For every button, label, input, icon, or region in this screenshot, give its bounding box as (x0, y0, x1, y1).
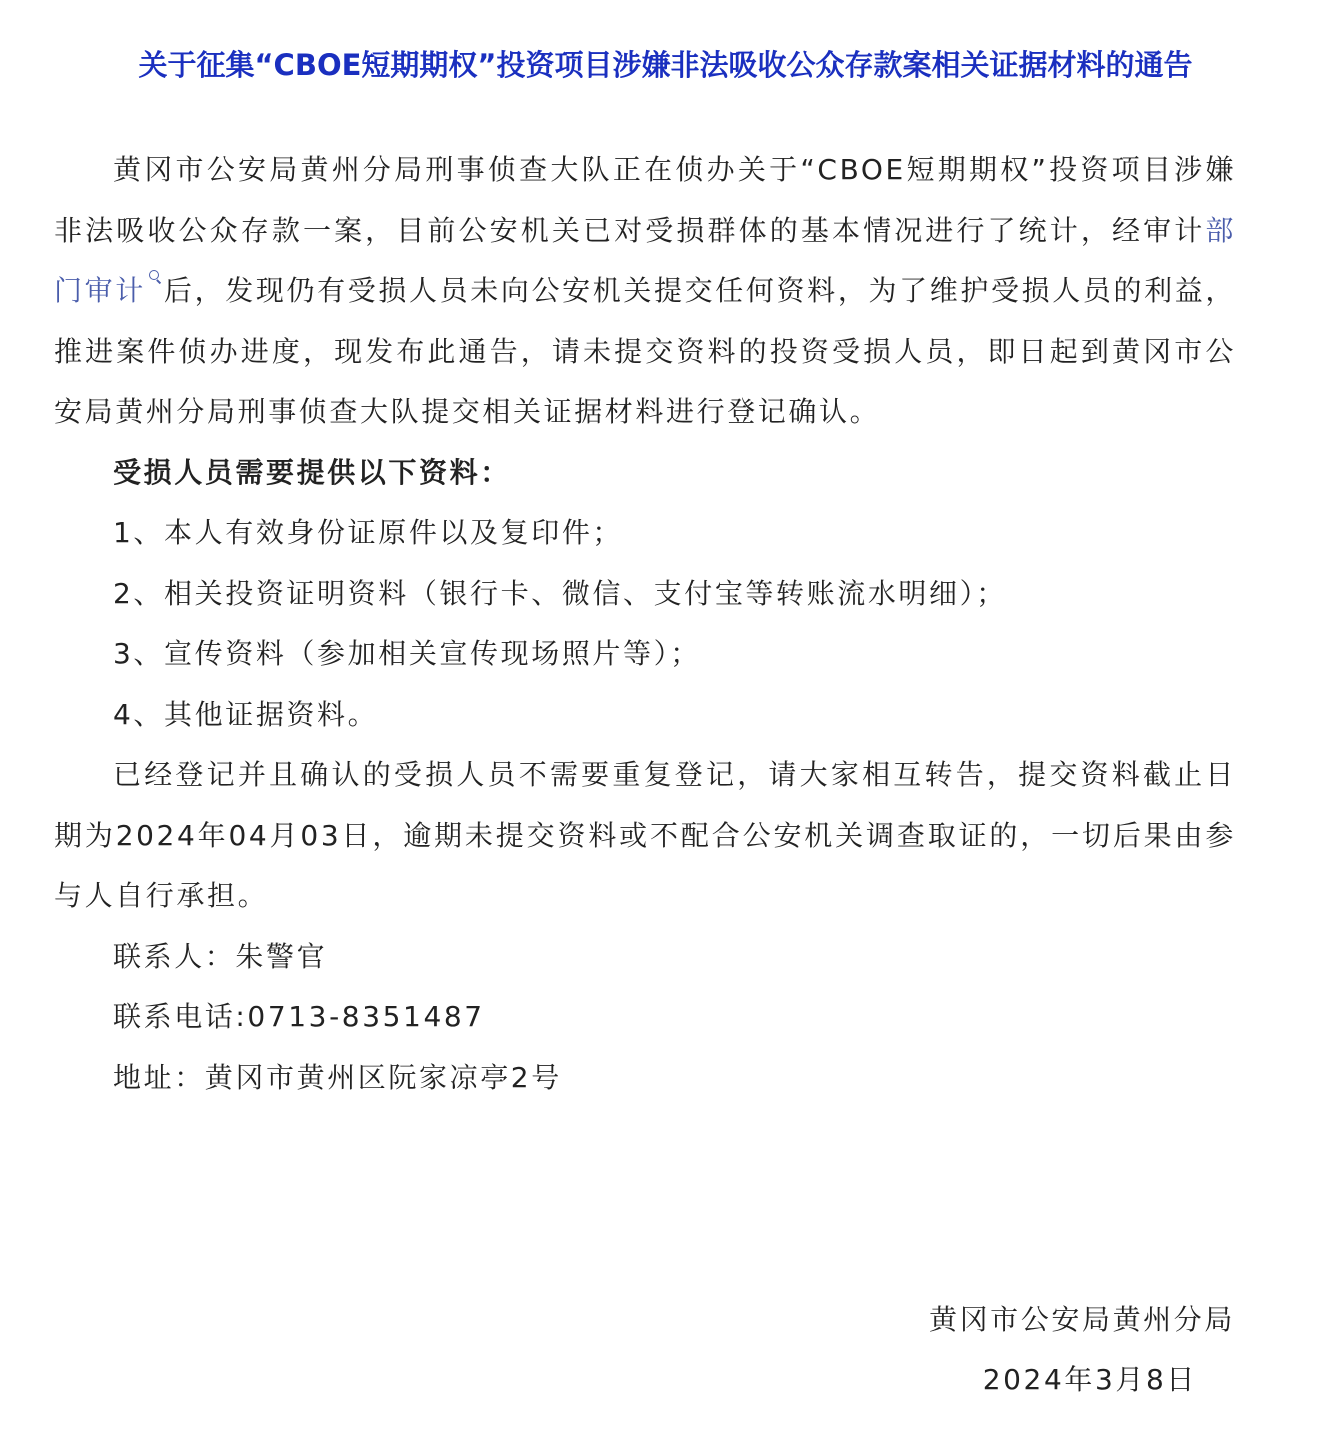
requirement-item-4: 4、其他证据资料。 (113, 697, 379, 731)
intro-paragraph (54, 140, 1236, 443)
contact-phone: 联系电话:0713-8351487 (113, 1000, 485, 1033)
contact-address: 地址：黄冈市黄州区阮家凉亭2号 (113, 1060, 562, 1094)
signature-block (929, 1290, 1235, 1410)
signature-date: 2024年3月8日 (982, 1363, 1197, 1396)
page-title: 关于征集“CBOE短期期权”投资项目涉嫌非法吸收公众存款案相关证据材料的通告 (138, 48, 1193, 82)
intro-text-after-link: 后，发现仍有受损人员未向公安机关提交任何资料，为了维护受损人员的利益，推进案件侦办进度，现发布此通告，请未提交资料的投资受损人员，即日起到黄冈市公安局黄州分局刑事侦查大队提交相关证据材料进行登记确认。 (54, 274, 1236, 428)
requirement-item-2: 2、相关投资证明资料（银行卡、微信、支付宝等转账流水明细）； (113, 576, 1007, 610)
contact-person: 联系人：朱警官 (113, 939, 328, 973)
requirement-item-3: 3、宣传资料（参加相关宣传现场照片等）； (113, 637, 701, 670)
audit-department-link[interactable]: 部门审计 (54, 213, 1236, 307)
deadline-paragraph: 已经登记并且确认的受损人员不需要重复登记，请大家相互转告，提交资料截止日期为2024年04月03日，逾期未提交资料或不配合公安机关调查取证的，一切后果由参与人自行承担。 (54, 758, 1236, 912)
search-icon[interactable] (148, 270, 162, 284)
intro-text-before-link: 黄冈市公安局黄州分局刑事侦查大队正在侦办关于“CBOE短期期权”投资项目涉嫌非法吸收公众存款一案，目前公安机关已对受损群体的基本情况进行了统计，经审计 (54, 153, 1236, 247)
signature-organization: 黄冈市公安局黄州分局 (928, 1303, 1235, 1336)
requirement-item-1: 1、本人有效身份证原件以及复印件； (113, 516, 624, 549)
notice-body (54, 140, 1236, 1108)
requirements-heading: 受损人员需要提供以下资料： (113, 455, 511, 489)
